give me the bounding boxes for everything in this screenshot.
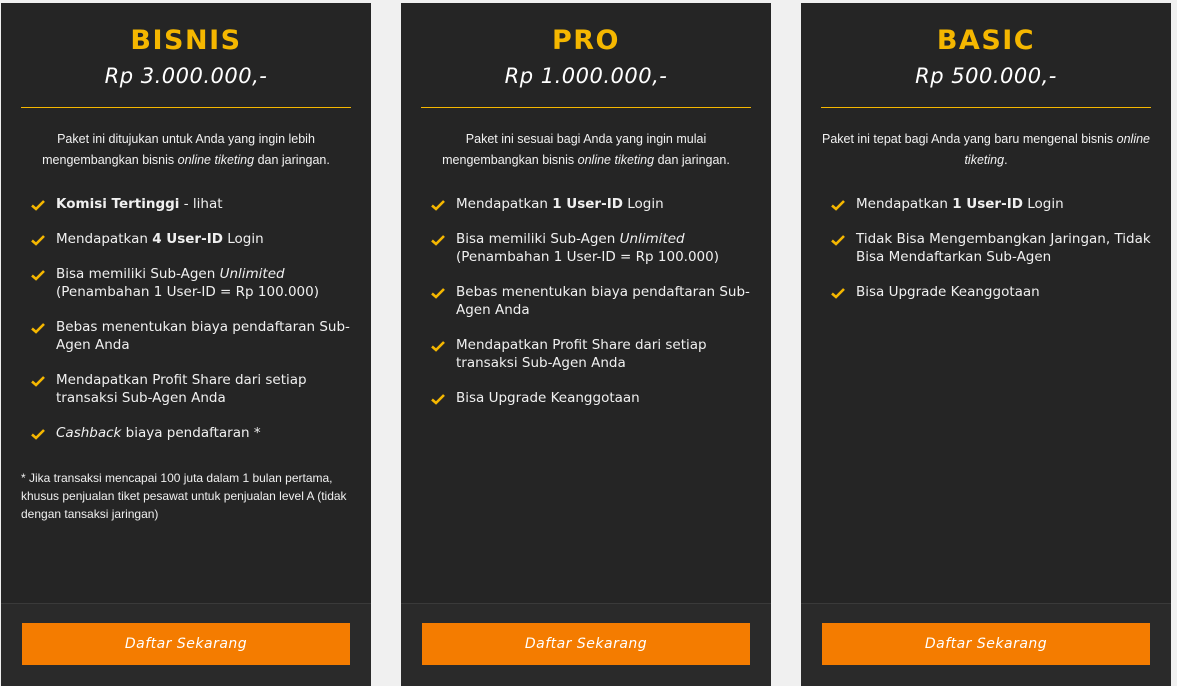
feature-text: Mendapatkan Profit Share dari setiap transaksi Sub-Agen Anda	[56, 372, 307, 406]
description-text-end: dan jaringan.	[254, 153, 330, 167]
check-icon	[431, 393, 445, 405]
feature-italic: Cashback	[56, 425, 122, 441]
plan-name: BISNIS	[130, 25, 242, 56]
feature-text: Login	[622, 196, 664, 212]
feature-text: Mendapatkan	[856, 196, 953, 212]
feature-bold: 1 User-ID	[952, 196, 1023, 212]
feature-italic: Unlimited	[219, 266, 285, 282]
feature-item	[31, 424, 351, 442]
check-icon	[831, 287, 845, 299]
feature-item	[431, 195, 751, 213]
feature-list	[31, 195, 351, 459]
feature-list	[831, 195, 1151, 318]
description-text: Paket ini ditujukan untuk Anda yang ingin lebih mengembangkan bisnis	[42, 132, 315, 167]
plan-price: Rp 500.000,-	[915, 64, 1057, 88]
feature-text: Bebas menentukan biaya pendaftaran Sub-Agen Anda	[56, 319, 350, 353]
check-icon	[31, 234, 45, 246]
feature-text: Mendapatkan	[56, 231, 153, 247]
plan-price: Rp 3.000.000,-	[104, 64, 268, 88]
check-icon	[31, 428, 45, 440]
feature-list	[431, 195, 751, 424]
feature-text: Mendapatkan Profit Share dari setiap transaksi Sub-Agen Anda	[456, 337, 707, 371]
check-icon	[431, 234, 445, 246]
plan-description	[21, 129, 351, 171]
register-button[interactable]: Daftar Sekarang	[422, 623, 750, 665]
feature-item	[431, 283, 751, 319]
register-button[interactable]: Daftar Sekarang	[822, 623, 1150, 665]
check-icon	[831, 234, 845, 246]
check-icon	[431, 287, 445, 299]
feature-italic: Unlimited	[619, 231, 685, 247]
feature-item	[831, 195, 1151, 213]
feature-text: (Penambahan 1 User-ID = Rp 100.000)	[56, 284, 319, 300]
feature-text: Bebas menentukan biaya pendaftaran Sub-Agen Anda	[456, 284, 750, 318]
feature-bold: 4 User-ID	[152, 231, 223, 247]
feature-text: biaya pendaftaran *	[121, 425, 261, 441]
feature-item	[31, 265, 351, 301]
description-emphasis: online tiketing	[177, 153, 255, 167]
feature-bold: Komisi Tertinggi	[56, 196, 180, 212]
feature-text: Bisa Upgrade Keanggotaan	[856, 284, 1040, 300]
feature-text: Mendapatkan	[456, 196, 553, 212]
feature-text: Login	[222, 231, 264, 247]
feature-item	[831, 230, 1151, 266]
description-text: Paket ini sesuai bagi Anda yang ingin mulai mengembangkan bisnis	[442, 132, 707, 167]
feature-text: (Penambahan 1 User-ID = Rp 100.000)	[456, 249, 719, 265]
plan-card-bisnis	[1, 3, 371, 686]
feature-item	[431, 230, 751, 266]
divider	[421, 107, 751, 108]
feature-item	[31, 195, 351, 213]
check-icon	[31, 269, 45, 281]
plan-price: Rp 1.000.000,-	[504, 64, 668, 88]
feature-text: Login	[1022, 196, 1064, 212]
feature-text: Bisa memiliki Sub-Agen	[56, 266, 220, 282]
feature-text: Tidak Bisa Mengembangkan Jaringan, Tidak Bisa Mendaftarkan Sub-Agen	[856, 231, 1151, 265]
feature-bold: 1 User-ID	[552, 196, 623, 212]
feature-item	[831, 283, 1151, 301]
register-button[interactable]: Daftar Sekarang	[22, 623, 350, 665]
plan-description	[821, 129, 1151, 171]
plan-description	[421, 129, 751, 171]
divider	[821, 107, 1151, 108]
feature-item	[431, 389, 751, 407]
check-icon	[31, 199, 45, 211]
check-icon	[431, 199, 445, 211]
check-icon	[831, 199, 845, 211]
check-icon	[31, 375, 45, 387]
description-text: Paket ini tepat bagi Anda yang baru mengenal bisnis	[821, 132, 1117, 146]
description-emphasis: online tiketing	[577, 153, 655, 167]
description-text-end: dan jaringan.	[654, 153, 730, 167]
description-text-end: .	[1004, 153, 1008, 167]
plan-card-basic	[801, 3, 1171, 686]
feature-text: - lihat	[179, 196, 223, 212]
plan-name: PRO	[551, 25, 621, 56]
plan-name: BASIC	[936, 25, 1036, 56]
feature-item	[31, 318, 351, 354]
feature-text: Bisa memiliki Sub-Agen	[456, 231, 620, 247]
description-emphasis: online tiketing	[964, 132, 1151, 167]
check-icon	[31, 322, 45, 334]
plan-card-pro	[401, 3, 771, 686]
feature-item	[31, 371, 351, 407]
feature-item	[31, 230, 351, 248]
feature-text: Bisa Upgrade Keanggotaan	[456, 390, 640, 406]
footnote: * Jika transaksi mencapai 100 juta dalam 1 bulan pertama, khusus penjualan tiket pesawat untuk penjualan level A (tidak dengan tansaksi jaringan)	[21, 471, 347, 521]
feature-item	[431, 336, 751, 372]
divider	[21, 107, 351, 108]
check-icon	[431, 340, 445, 352]
